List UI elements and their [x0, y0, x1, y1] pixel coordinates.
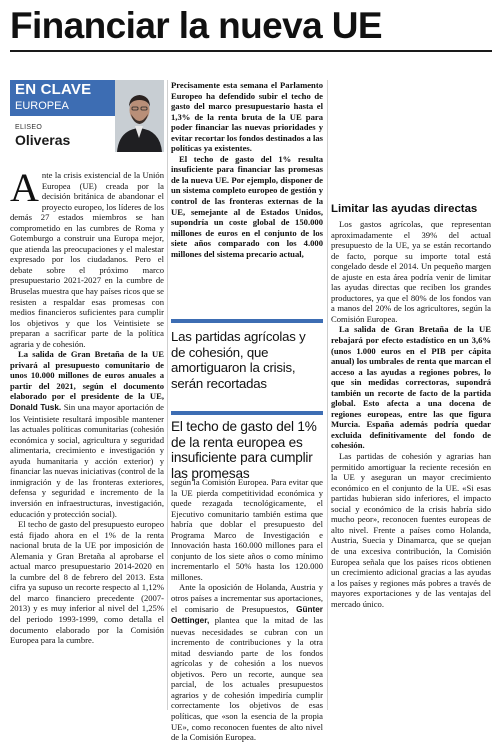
author-portrait-icon [115, 80, 164, 152]
column-section: EUROPEA [15, 100, 69, 112]
pull-quote-2 [171, 411, 323, 481]
headline-rule [10, 50, 492, 52]
column-rule-1 [167, 80, 168, 710]
paragraph-2-bold: La salida de Gran Bretaña de la UE privará al presupuesto comunitario de unos 10.000 millones de euros anuales a partir del 2021, según el documento elaborado por el presidente de la UE, [10, 349, 164, 402]
paragraph-7 [331, 324, 491, 451]
column-rule-2 [327, 80, 328, 710]
name-tusk: Donald Tusk. [10, 403, 62, 413]
paragraph-4 [171, 154, 323, 259]
paragraph-4-bold: El techo de gasto del 1% resulta insuficiente para financiar las promesas de la nueva UE. Por ejemplo, disponer de un sistema completo europeo de gestión y control de las fronteras externas de la UE, semejante al de Estados Unidos, supondría un coste global de 150.000 millones de euros en el conjunto de los siete años comparado con los 4.000 millones del sistema precario actual, [171, 153, 323, 259]
lead-text: nte la crisis existencial de la Unión Europea (UE) creada por la decisión británica de abandonar el proyecto europeo, los líderes de los demás 27 estados miembros se han comprometido en las cumbres de Roma y Gotemburgo a construir una Europa mejor, que atienda las preocupaciones y el malestar expresado por los ciudadanos. Pero el debate sobre el próximo marco presupuestario 2021-2027 en la cumbre de Bruselas muestra que hay países ricos que se resisten a respaldar esas promesas con medios financieros suficientes para cumplir los objetivos y que los Veintisiete se preparan a sacrificar parte de la política agraria y de cohesión. [10, 170, 164, 349]
column-label-box [10, 80, 115, 116]
article-column-2 [171, 80, 323, 310]
paragraph-6 [331, 219, 491, 324]
paragraph-8-text: Las partidas de cohesión y agrarias han permitido amortiguar la reciente recesión en la UE y aseguran un mayor crecimiento económico en el conjunto de la UE. «Si esas partidas hubieran sido inferiores, el impacto social y económico de la crisis habría sido mucho peor», reconocen fuentes europeas de alto nivel. Frente a países como Holanda, Austria, Suecia y Dinamarca, que se quejan de una excesiva contribución, la Comisión Europea señala que los países ricos obtienen un crecimiento adicional gracias a las ayudas a los países y regiones más pobres a través de mayores exportaciones y de las ventajas del mercado único. [331, 451, 491, 609]
paragraph-3 [10, 519, 164, 646]
column-label: EN CLAVE [15, 81, 92, 98]
paragraph-6-text: Los gastos agrícolas, que representan aproximadamente el 39% del actual presupuesto de la UE, ya se están recortando de facto, porque su importe total está congelado desde el 2014. Un pequeño margen de ajuste en esta área podría venir de limitar las ayudas directas que reciben los grandes productores, ya que el 80% de los fondos van a manos del 20% de los agricultores, según la Comisión Europea. [331, 219, 491, 324]
author-last-name: Oliveras [15, 132, 71, 148]
paragraph-2 [10, 349, 164, 519]
paragraph-4-continued [171, 477, 323, 582]
drop-cap: A [10, 165, 39, 210]
paragraph-2-text: Sin una mayor aportación de los Veintisiete resultará imposible mantener las actuales políticas comunitarias (cohesión económica y social, agricultura y seguridad alimentaria, crecimiento e investigación y ayuda humanitaria y acción exterior) y financiar las nuevas iniciativas (control de la inmigración y de las fronteras exteriores, defensa y seguridad e incremento de la inversión en infraestructuras, investigación, educación y protección social). [10, 402, 164, 519]
paragraph-3-bold: Precisamente esta semana el Parlamento Europeo ha defendido subir el techo de gasto del marco presupuestario hasta el 1,3% de la renta bruta de la UE para poder financiar las nuevas prioridades y evitar recortar los fondos destinados a las políticas ya existentes. [171, 80, 323, 154]
subheading: Limitar las ayudas directas [331, 203, 478, 215]
column-header [10, 80, 164, 158]
paragraph-3-continued [171, 80, 323, 154]
article-column-3 [331, 80, 491, 192]
author-first-name: ELISEO [15, 124, 43, 131]
paragraph-5-text-a: Ante la oposición de Holanda, Austria y otros países a incrementar sus aportaciones, el comisario de Presupuestos, [171, 582, 323, 614]
paragraph-5 [171, 582, 323, 742]
pull-quote-1-text: Las partidas agrícolas y de cohesión, que amortiguaron la crisis, serán recortadas [171, 329, 306, 391]
paragraph-7-bold: La salida de Gran Bretaña de la UE rebajará por efecto estadístico en un 3,6% (unos 1.000 euros en el PIB per cápita anual) los umbrales de renta que marcan el acceso a las ayudas a regiones pobres, lo que sin medidas correctoras, supondrá también un recorte de facto de la partida global. Esto afecta a una docena de regiones europeas, entre las que figura Murcia. España además podría quedar excluida definitivamente del fondo de cohesión. [331, 324, 491, 451]
paragraph-5-text-b: plantea que la mitad de las nuevas necesidades se cubran con un incremento de contribuciones y la otra mitad desviando parte de los fondos agrícolas y de cohesión a los nuevos objetivos. Pero un recorte, aunque sea parcial, de los actuales presupuestos agrarios y de cohesión impediría cumplir correctamente los objetivos de esas políticas, que «son la esencia de la propia UE», como reconocen fuentes de alto nivel de la Comisión Europea. [171, 615, 323, 743]
headline: Financiar la nueva UE [10, 5, 382, 46]
article-column-2-lower [171, 477, 323, 743]
pull-quote-2-text: El techo de gasto del 1% de la renta europea es insuficiente para cumplir las promesas [171, 419, 317, 481]
author-photo [115, 80, 164, 152]
paragraph-3-text: El techo de gasto del presupuesto europeo está fijado ahora en el 1% de la renta nacional bruta de la UE por imposición de Alemania y Gran Bretaña al aprobarse el actual marco presupuestario 2014-2020 en la cumbre del 8 de febrero del 2013. Esta cifra ya supuso un recorte respecto al 1,12% del marco financiero precedente (2007-2013) y es muy inferior al nivel del 1,25% del periodo 1993-1999, como detalla el documento elaborado por la Comisión Europea para la cumbre. [10, 519, 164, 646]
article-column-3-lower [331, 219, 491, 710]
pull-quote-1 [171, 319, 323, 409]
article-column-1 [10, 165, 164, 710]
paragraph-8 [331, 451, 491, 609]
paragraph-4-text: según la Comisión Europea. Para evitar que la UE pierda competitividad económica y quede rezagada tecnológicamente, el Ejecutivo comunitario también estima que habría que doblar el presupuesto del Programa Marco de Investigación e Innovación hasta 160.000 millones para el conjunto de los siete años o como mínimo incrementarlo el 50% hasta los 120.000 millones. [171, 477, 323, 582]
paragraph-lead [10, 165, 164, 349]
name-oettinger: Günter Oettinger, [171, 604, 323, 626]
